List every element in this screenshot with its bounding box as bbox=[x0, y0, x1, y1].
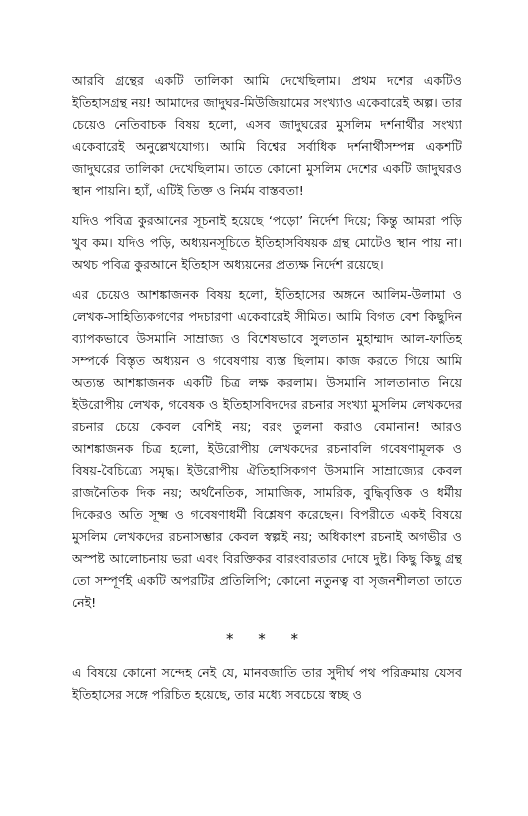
section-divider: * * * bbox=[225, 630, 309, 648]
paragraph-2: যদিও পবিত্র কুরআনের সূচনাই হয়েছে ‘পড়ো’ নির্দেশ দিয়ে; কিন্তু আমরা পড়ি খুব কম। যদিও পড়ি, অধ্যয়নসূচিতে ইতিহাসবিষয়ক গ্রন্থ মোটেও স্থান পায় না। অথচ পবিত্র কুরআনে ইতিহাস অধ্যয়নের প্রত্যক্ষ নির্দেশ রয়েছে। bbox=[72, 213, 462, 272]
paragraph-3: এর চেয়েও আশঙ্কাজনক বিষয় হলো, ইতিহাসের অঙ্গনে আলিম-উলামা ও লেখক-সাহিত্যিকগণের পদচারণা একেবারেই সীমিত। আমি বিগত বেশ কিছুদিন ব্যাপকভাবে উসমানি সাম্রাজ্য ও বিশেষভাবে সুলতান মুহাম্মাদ আল-ফাতিহ সম্পর্কে বিস্তৃত অধ্যয়ন ও গবেষণায় ব্যস্ত ছিলাম। কাজ করতে গিয়ে আমি অত্যন্ত আশঙ্কাজনক একটি চিত্র লক্ষ করলাম। উসমানি সালতানাত নিয়ে ইউরোপীয় লেখক, গবেষক ও ইতিহাসবিদদের রচনার সংখ্যা মুসলিম লেখকদের রচনার চেয়ে কেবল বেশিই নয়; বরং তুলনা করাও বেমানান! আরও আশঙ্কাজনক চিত্র হলো, ইউরোপীয় লেখকদের রচনাবলি গবেষণামূলক ও বিষয়-বৈচিত্র্যে সমৃদ্ধ। ইউরোপীয় ঐতিহাসিকগণ উসমানি সাম্রাজ্যের কেবল রাজনৈতিক দিক নয়; অর্থনৈতিক, সামাজিক, সামরিক, বুদ্ধিবৃত্তিক ও ধর্মীয় দিকেরও অতি সূক্ষ্ম ও গবেষণাধর্মী বিশ্লেষণ করেছেন। বিপরীতে একই বিষয়ে মুসলিম লেখকদের রচনাসম্ভার কেবল স্বল্পই নয়; অধিকাংশ রচনাই অগভীর ও অস্পষ্ট আলোচনায় ভরা এবং বিরক্তিকর বারংবারতার দোষে দুষ্ট। কিছু কিছু গ্রন্থ তো সম্পূর্ণই একটি অপরটির প্রতিলিপি; কোনো নতুনত্ব বা সৃজনশীলতা তাতে নেই! bbox=[72, 287, 462, 610]
book-page bbox=[72, 70, 462, 810]
paragraph-4: এ বিষয়ে কোনো সন্দেহ নেই যে, মানবজাতি তার সুদীর্ঘ পথ পরিক্রমায় যেসব ইতিহাসের সঙ্গে পরিচিত হয়েছে, তার মধ্যে সবচেয়ে স্বচ্ছ ও bbox=[72, 665, 462, 702]
paragraph-1: আরবি গ্রন্থের একটি তালিকা আমি দেখেছিলাম। প্রথম দশের একটিও ইতিহাসগ্রন্থ নয়! আমাদের জাদুঘর-মিউজিয়ামের সংখ্যাও একেবারেই অল্প। তার চেয়েও নেতিবাচক বিষয় হলো, এসব জাদুঘরের মুসলিম দর্শনার্থীর সংখ্যা একেবারেই অনুল্লেখযোগ্য। আমি বিশ্বের সর্বাধিক দর্শনার্থীসম্পন্ন একশটি জাদুঘরের তালিকা দেখেছিলাম। তাতে কোনো মুসলিম দেশের একটি জাদুঘরও স্থান পায়নি। হ্যাঁ, এটিই তিক্ত ও নির্মম বাস্তবতা! bbox=[72, 73, 462, 198]
